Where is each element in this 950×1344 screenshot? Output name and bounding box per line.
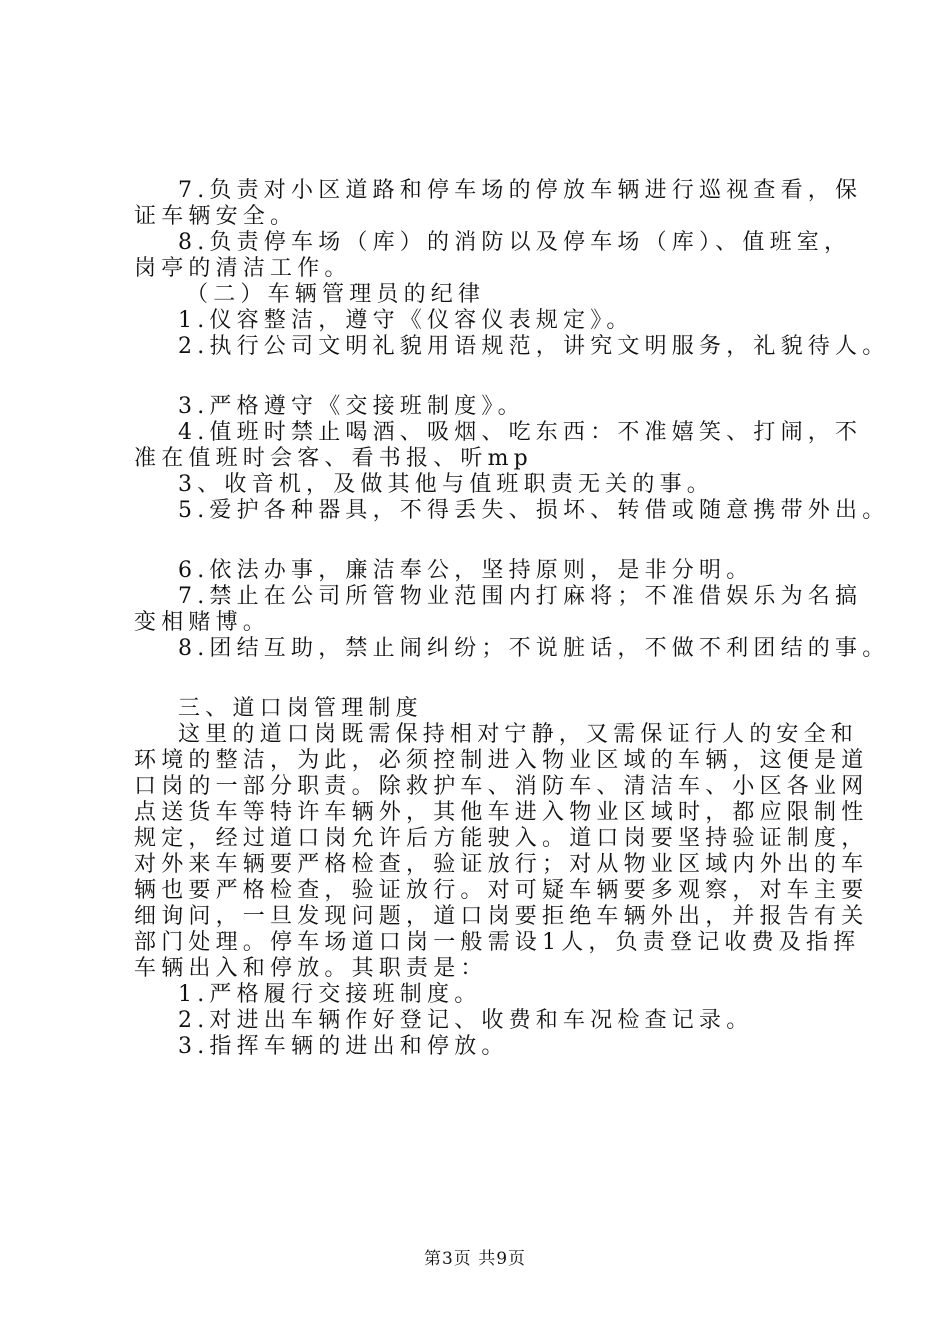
paragraph-line: 6.依法办事，廉洁奉公，坚持原则，是非分明。 — [178, 558, 754, 583]
paragraph-line: 辆也要严格检查，验证放行。对可疑车辆要多观察，对车主要 — [134, 878, 869, 903]
document-body — [134, 178, 890, 1060]
paragraph-line: 对外来车辆要严格检查，验证放行；对从物业区域内外出的车 — [134, 852, 869, 877]
paragraph-line: 准在值班时会客、看书报、听mp — [134, 446, 533, 471]
paragraph-line: 点送货车等特许车辆外，其他车进入物业区域时，都应限制性 — [134, 800, 869, 825]
paragraph-line: 3、收音机，及做其他与值班职责无关的事。 — [178, 472, 714, 497]
paragraph-line: 5.爱护各种器具，不得丢失、损坏、转借或随意携带外出。 — [178, 498, 890, 523]
paragraph-line: 规定，经过道口岗允许后方能驶入。道口岗要坚持验证制度， — [134, 826, 869, 851]
paragraph-line: 口岗的一部分职责。除救护车、消防车、清洁车、小区各业网 — [134, 774, 869, 799]
paragraph-line: 3.指挥车辆的进出和停放。 — [178, 1034, 509, 1059]
paragraph-line: 岗亭的清洁工作。 — [134, 256, 352, 281]
paragraph-line: 8.负责停车场（库）的消防以及停车场（库）、值班室， — [178, 230, 852, 255]
paragraph-line: 证车辆安全。 — [134, 204, 298, 229]
paragraph-line: 变相赌博。 — [134, 610, 271, 635]
paragraph-line: 细询问，一旦发现问题，道口岗要拒绝车辆外出，并报告有关 — [134, 904, 869, 929]
paragraph-line: 部门处理。停车场道口岗一般需设1人，负责登记收费及指挥 — [134, 930, 861, 955]
section-subheading: （二）车辆管理员的纪律 — [186, 282, 486, 307]
paragraph-line: 1.仪容整洁，遵守《仪容仪表规定》。 — [178, 308, 634, 333]
paragraph-line: 环境的整洁，为此，必须控制进入物业区域的车辆，这便是道 — [134, 748, 869, 773]
paragraph-line: 8.团结互助，禁止闹纠纷；不说脏话，不做不利团结的事。 — [178, 636, 890, 661]
paragraph-line: 2.执行公司文明礼貌用语规范，讲究文明服务，礼貌待人。 — [178, 334, 890, 359]
paragraph-line: 2.对进出车辆作好登记、收费和车况检查记录。 — [178, 1008, 754, 1033]
section-heading: 三、道口岗管理制度 — [178, 696, 423, 721]
paragraph-line: 4.值班时禁止喝酒、吸烟、吃东西：不准嬉笑、打闹，不 — [178, 420, 863, 445]
paragraph-line: 3.严格遵守《交接班制度》。 — [178, 394, 525, 419]
paragraph-line: 1.严格履行交接班制度。 — [178, 982, 482, 1007]
paragraph-line: 7.禁止在公司所管物业范围内打麻将；不准借娱乐为名搞 — [178, 584, 863, 609]
paragraph-line: 7.负责对小区道路和停车场的停放车辆进行巡视查看，保 — [178, 178, 863, 203]
paragraph-line: 这里的道口岗既需保持相对宁静，又需保证行人的安全和 — [178, 722, 859, 747]
page-footer: 第3页 共9页 — [423, 1249, 527, 1269]
paragraph-line: 车辆出入和停放。其职责是： — [134, 956, 488, 981]
